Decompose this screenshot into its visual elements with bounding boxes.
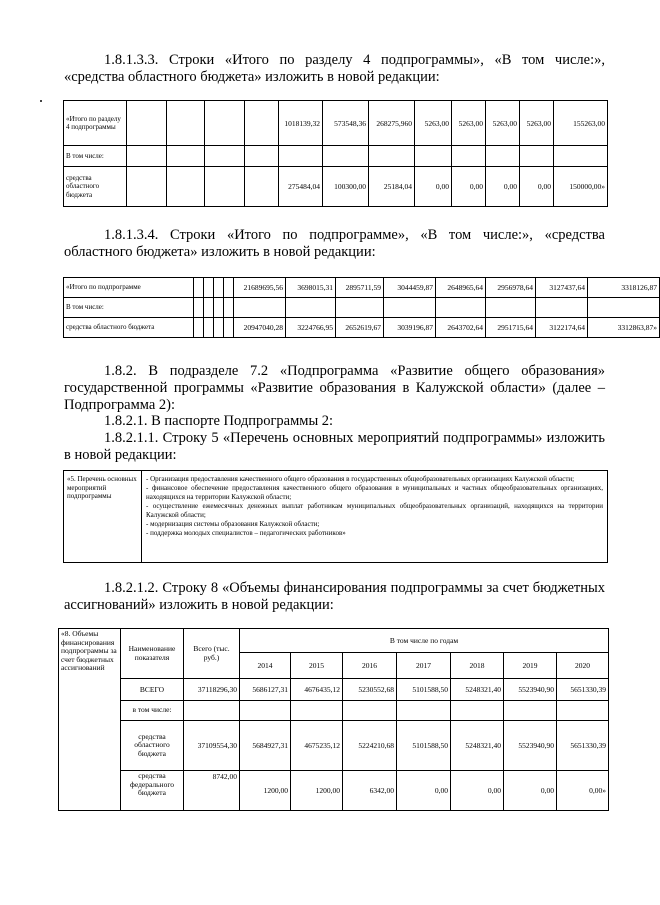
cell: 0,00 <box>504 771 557 811</box>
year-header: 2018 <box>451 653 504 679</box>
cell: 150000,00» <box>554 167 608 207</box>
year-header: 2015 <box>291 653 343 679</box>
cell: 2652619,67 <box>336 318 384 338</box>
cell: 25184,04 <box>369 167 415 207</box>
activities-list <box>142 471 608 563</box>
paragraph-1-8-2-1-2: 1.8.2.1.2. Строку 8 «Объемы финансирования подпрограммы за счет бюджетных ассигнований» изложить в новой редакции: <box>64 580 605 613</box>
cell: 5230552,68 <box>343 679 397 701</box>
cell: 2951715,64 <box>486 318 536 338</box>
cell: 3224766,95 <box>286 318 336 338</box>
row-total: 8742,00 <box>184 771 240 811</box>
cell: 5263,00 <box>486 101 520 146</box>
cell: 0,00 <box>397 771 451 811</box>
cell: 5248321,40 <box>451 721 504 771</box>
year-header: 2019 <box>504 653 557 679</box>
paragraph-1-8-1-3-3: 1.8.1.3.3. Строки «Итого по разделу 4 подпрограммы», «В том числе:», «средства областного бюджета» изложить в новой редакции: <box>64 52 605 85</box>
cell: 4676435,12 <box>291 679 343 701</box>
cell: 5651330,39 <box>557 679 609 701</box>
year-header: 2017 <box>397 653 451 679</box>
cell: 573548,36 <box>323 101 369 146</box>
table-row <box>59 701 609 721</box>
cell: 3039196,87 <box>384 318 436 338</box>
cell: 1200,00 <box>240 771 291 811</box>
year-header: 2016 <box>343 653 397 679</box>
cell: 3318126,87 <box>588 278 660 298</box>
cell: 2643702,64 <box>436 318 486 338</box>
cell: 100300,00 <box>323 167 369 207</box>
table-subprogram-totals <box>63 277 660 338</box>
year-header: 2020 <box>557 653 609 679</box>
header-total: Всего (тыс. руб.) <box>184 629 240 679</box>
cell: 2648965,64 <box>436 278 486 298</box>
cell: 155263,00 <box>554 101 608 146</box>
header-years: В том числе по годам <box>240 629 609 653</box>
row-label: В том числе: <box>64 298 194 318</box>
table-financing-volumes <box>58 628 609 811</box>
cell: 5523940,90 <box>504 721 557 771</box>
cell: 3312863,87» <box>588 318 660 338</box>
cell: 268275,960 <box>369 101 415 146</box>
cell: 5263,00 <box>520 101 554 146</box>
cell: 3044459,87 <box>384 278 436 298</box>
table-row <box>64 471 608 563</box>
cell: 5263,00 <box>452 101 486 146</box>
header-name: Наименование показателя <box>121 629 184 679</box>
cell: 5684927,31 <box>240 721 291 771</box>
cell: 5523940,90 <box>504 679 557 701</box>
cell: 3698015,31 <box>286 278 336 298</box>
cell: 0,00 <box>486 167 520 207</box>
table-row <box>59 721 609 771</box>
table-row <box>64 298 660 318</box>
table-row <box>59 771 609 811</box>
row-name: средства областного бюджета <box>121 721 184 771</box>
row-label: средства областного бюджета <box>64 318 194 338</box>
paragraph-1-8-2-1-1: 1.8.2.1.1. Строку 5 «Перечень основных мероприятий подпрограммы» изложить в новой редакции: <box>64 430 605 463</box>
cell: 5248321,40 <box>451 679 504 701</box>
cell: 2895711,59 <box>336 278 384 298</box>
row-name: в том числе: <box>121 701 184 721</box>
cell: 0,00 <box>415 167 452 207</box>
cell: 3127437,64 <box>536 278 588 298</box>
cell: 5263,00 <box>415 101 452 146</box>
row-label: «8. Объемы финансирования подпрограммы за счет бюджетных ассигнований <box>59 629 121 811</box>
cell: 20947040,28 <box>234 318 286 338</box>
row-label: средства областного бюджета <box>64 167 127 207</box>
list-item: - модернизация системы образования Калужской области; <box>146 520 320 528</box>
scan-speck <box>40 100 42 102</box>
cell: 5651330,39 <box>557 721 609 771</box>
cell: 5686127,31 <box>240 679 291 701</box>
cell: 0,00 <box>452 167 486 207</box>
cell: 0,00» <box>557 771 609 811</box>
cell: 5101588,50 <box>397 721 451 771</box>
list-item: - финансовое обеспечение предоставления качественного общего образования в муниципальных и частных общеобразовательных организациях, находящихся на территории Калужской области; <box>146 484 603 501</box>
cell: 2956978,64 <box>486 278 536 298</box>
table-section4-totals <box>63 100 608 207</box>
paragraph-1-8-1-3-4: 1.8.1.3.4. Строки «Итого по подпрограмме», «В том числе:», «средства областного бюджета» изложить в новой редакции: <box>64 227 605 260</box>
table-row <box>64 146 608 167</box>
row-name: средства федерального бюджета <box>121 771 184 811</box>
row-name: ВСЕГО <box>121 679 184 701</box>
table-row <box>59 679 609 701</box>
cell: 1200,00 <box>291 771 343 811</box>
paragraph-1-8-2: 1.8.2. В подразделе 7.2 «Подпрограмма «Развитие общего образования» государственной программы «Развитие образования в Калужской области» (далее – Подпрограмма 2): <box>64 363 605 413</box>
row-label: «Итого по разделу 4 подпрограммы <box>64 101 127 146</box>
list-item: - поддержка молодых специалистов – педагогических работников» <box>146 529 346 537</box>
cell: 275484,04 <box>279 167 323 207</box>
row-label: В том числе: <box>64 146 127 167</box>
table-main-activities <box>63 470 608 563</box>
cell: 1018139,32 <box>279 101 323 146</box>
cell: 21689695,56 <box>234 278 286 298</box>
row-label: «Итого по подпрограмме <box>64 278 194 298</box>
paragraph-1-8-2-1: 1.8.2.1. В паспорте Подпрограммы 2: <box>104 413 334 429</box>
table-row <box>59 629 609 653</box>
cell: 6342,00 <box>343 771 397 811</box>
cell: 5224210,68 <box>343 721 397 771</box>
year-header: 2014 <box>240 653 291 679</box>
table-row <box>64 167 608 207</box>
table-row <box>64 278 660 298</box>
cell: 0,00 <box>520 167 554 207</box>
cell: 4675235,12 <box>291 721 343 771</box>
cell: 0,00 <box>451 771 504 811</box>
list-item: - осуществление ежемесячных денежных выплат работникам муниципальных общеобразовательных организаций, находящихся на территории Калужской области; <box>146 502 603 519</box>
list-item: - Организация предоставления качественного общего образования в государственных общеобразовательных организациях Калужской области; <box>146 475 575 483</box>
table-row <box>64 101 608 146</box>
cell: 3122174,64 <box>536 318 588 338</box>
row-total: 37118296,30 <box>184 679 240 701</box>
row-label: «5. Перечень основных мероприятий подпрограммы <box>64 471 142 563</box>
table-row <box>64 318 660 338</box>
cell: 5101588,50 <box>397 679 451 701</box>
row-total: 37109554,30 <box>184 721 240 771</box>
